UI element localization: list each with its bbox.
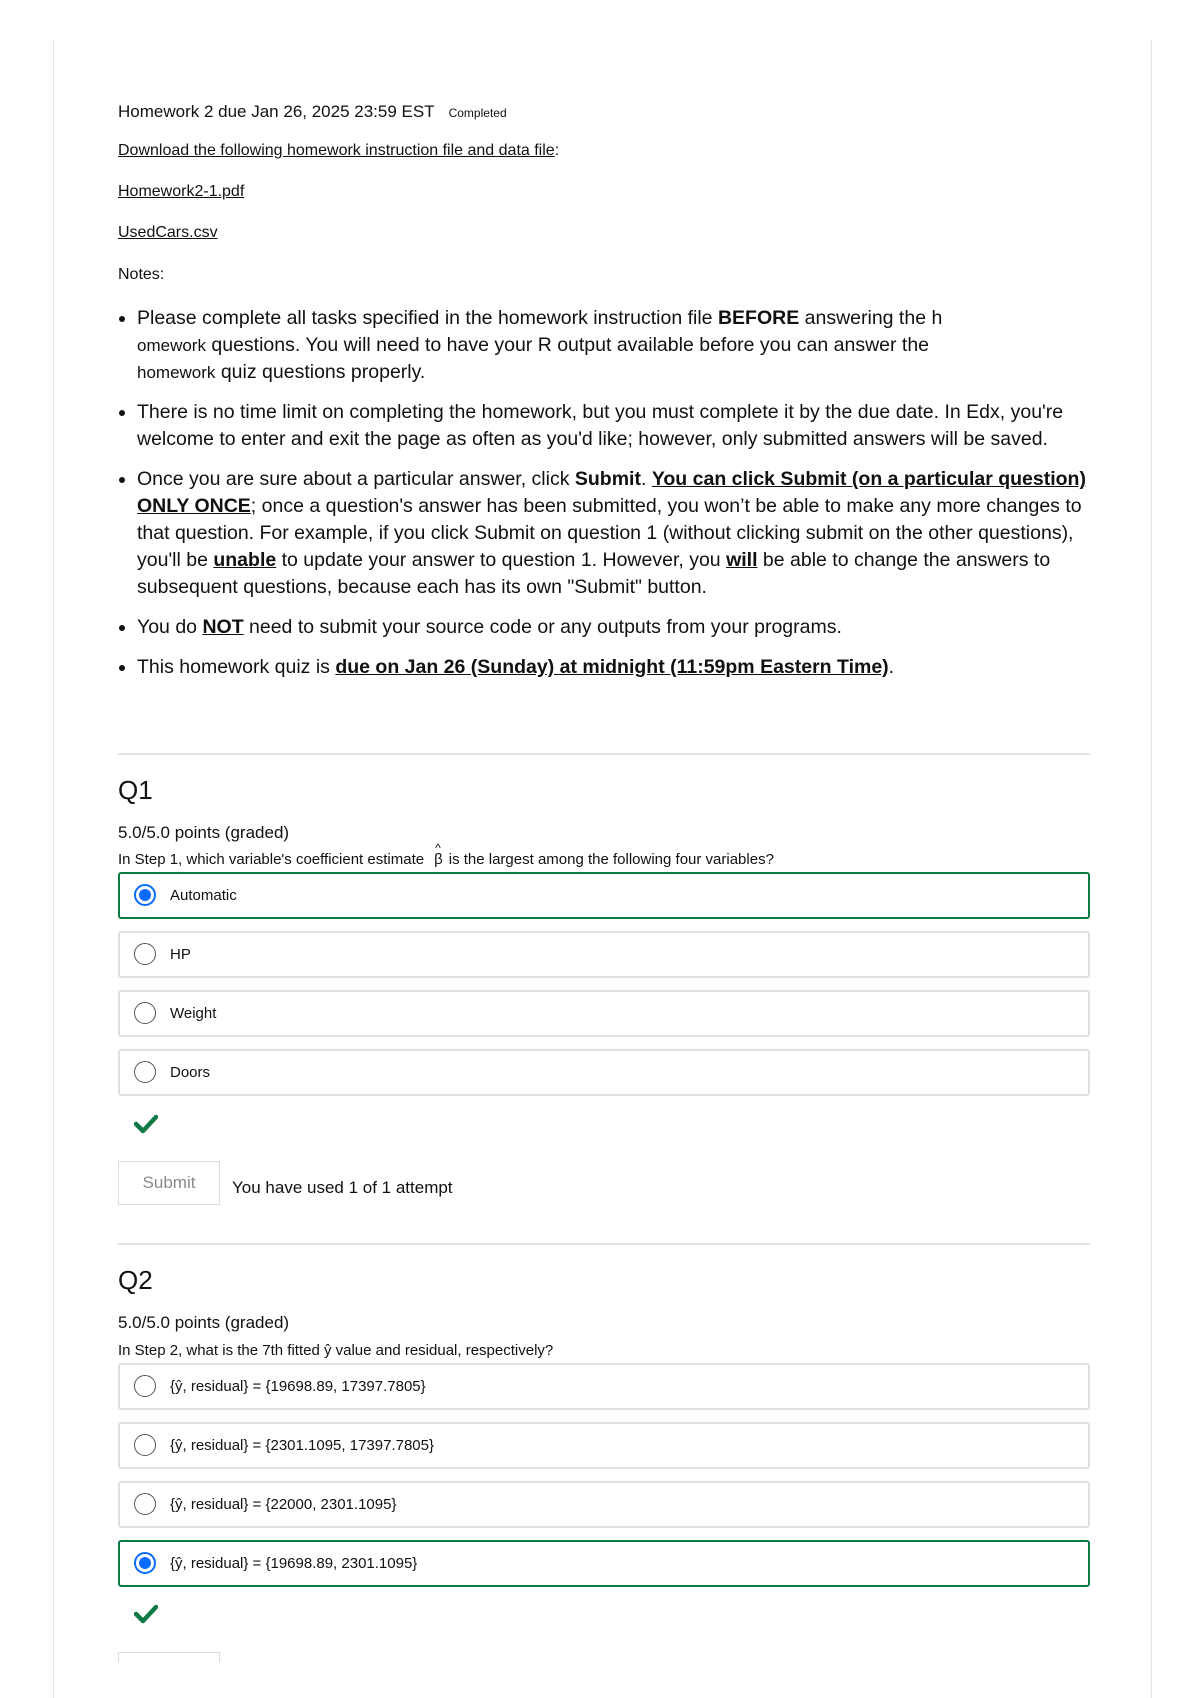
section-divider: [118, 1243, 1090, 1245]
option-label: {ŷ, residual} = {19698.89, 17397.7805}: [170, 1378, 426, 1395]
option-label: HP: [170, 946, 191, 963]
q1-option-weight[interactable]: [118, 990, 1090, 1037]
note-text: Once you are sure about a particular answer, click: [137, 468, 575, 490]
note-text: There is no time limit on completing the homework, but you must complete it by the due date. In Edx, you're welcome to enter and exit the page as often as you'd like; however, only submitted answers will be saved.: [137, 401, 1064, 450]
notes-label: Notes:: [118, 266, 165, 283]
status-badge: Completed: [448, 106, 507, 120]
note-emphasis: Submit: [574, 468, 641, 490]
note-emphasis: unable: [213, 549, 277, 571]
q2-question: In Step 2, what is the 7th fitted ŷ value and residual, respectively?: [118, 1342, 554, 1359]
q1-question-text: is the largest among the following four variables?: [448, 851, 774, 868]
download-intro-suffix: :: [554, 142, 560, 159]
note-item: [137, 466, 1109, 601]
homework-pdf-link[interactable]: Homework2-1.pdf: [118, 183, 245, 200]
radio-selected-icon[interactable]: [134, 884, 156, 906]
option-label: Doors: [170, 1064, 211, 1081]
note-item: [137, 614, 1109, 641]
radio-selected-icon[interactable]: [134, 1552, 156, 1574]
q2-option-2[interactable]: [118, 1422, 1090, 1469]
note-emphasis: You can click Submit (on a particular question) ONLY ONCE: [137, 468, 1086, 517]
radio-icon[interactable]: [134, 1493, 156, 1515]
download-instructions-link[interactable]: Download the following homework instruction file and data file: [118, 142, 555, 159]
radio-icon[interactable]: [134, 1061, 156, 1083]
homework-title: Homework 2 due Jan 26, 2025 23:59 EST: [118, 102, 435, 121]
note-text: to update your answer to question 1. However, you: [276, 549, 727, 571]
note-item: [137, 399, 1109, 453]
q1-points: 5.0/5.0 points (graded): [118, 823, 290, 842]
option-label: {ŷ, residual} = {2301.1095, 17397.7805}: [170, 1437, 434, 1454]
q1-option-automatic[interactable]: [118, 872, 1090, 919]
option-label: {ŷ, residual} = {19698.89, 2301.1095}: [170, 1555, 418, 1572]
note-text: questions. You will need to have your R output available before you can answer the: [205, 334, 930, 356]
download-intro: [118, 142, 559, 160]
radio-icon[interactable]: [134, 1375, 156, 1397]
note-text: quiz questions properly.: [215, 361, 426, 383]
q1-question: [118, 851, 774, 868]
note-text: .: [640, 468, 652, 490]
q2-submit-button-partial[interactable]: [118, 1652, 220, 1662]
note-text: .: [888, 656, 895, 678]
homework-header: [118, 102, 507, 122]
note-text: This homework quiz is: [137, 656, 336, 678]
q1-option-doors[interactable]: [118, 1049, 1090, 1096]
radio-icon[interactable]: [134, 1002, 156, 1024]
q1-title: Q1: [118, 775, 153, 805]
note-item: [137, 654, 1109, 681]
note-emphasis: will: [726, 549, 758, 571]
q1-question-text: In Step 1, which variable's coefficient estimate: [118, 851, 425, 868]
note-emphasis: BEFORE: [717, 307, 800, 329]
correct-check-icon: [134, 1604, 158, 1624]
note-text: homework: [137, 363, 216, 382]
q2-points: 5.0/5.0 points (graded): [118, 1313, 290, 1332]
q2-option-4[interactable]: [118, 1540, 1090, 1587]
note-item: [137, 305, 1109, 386]
q2-title: Q2: [118, 1265, 153, 1295]
usedcars-csv-link[interactable]: UsedCars.csv: [118, 224, 218, 241]
q2-option-3[interactable]: [118, 1481, 1090, 1528]
correct-check-icon: [134, 1114, 158, 1134]
note-text: be able to change the answers to subsequent questions, because each has its own "Submit" button.: [137, 549, 1051, 598]
note-emphasis: NOT: [202, 616, 244, 638]
note-emphasis: due on Jan 26 (Sunday) at midnight (11:59pm Eastern Time): [335, 656, 889, 678]
note-text: answering the h: [799, 307, 943, 329]
radio-icon[interactable]: [134, 943, 156, 965]
q2-option-1[interactable]: [118, 1363, 1090, 1410]
q1-option-hp[interactable]: [118, 931, 1090, 978]
option-label: Automatic: [170, 887, 237, 904]
q1-submit-button[interactable]: Submit: [118, 1161, 220, 1205]
section-divider: [118, 753, 1090, 755]
beta-hat-symbol: ^ β: [434, 851, 443, 868]
radio-icon[interactable]: [134, 1434, 156, 1456]
q1-attempts-text: You have used 1 of 1 attempt: [232, 1178, 453, 1197]
note-text: You do: [137, 616, 203, 638]
option-label: Weight: [170, 1005, 217, 1022]
note-text: Please complete all tasks specified in the homework instruction file: [137, 307, 718, 329]
note-text: ; once a question's answer has been submitted, you won’t be able to make any more changes to that question. For example, if you click Submit on question 1 (without clicking submit on the other questions), you'll be: [137, 495, 1082, 571]
notes-list: [118, 305, 1109, 694]
option-label: {ŷ, residual} = {22000, 2301.1095}: [170, 1496, 397, 1513]
note-text: need to submit your source code or any outputs from your programs.: [243, 616, 842, 638]
note-text: omework: [137, 336, 206, 355]
